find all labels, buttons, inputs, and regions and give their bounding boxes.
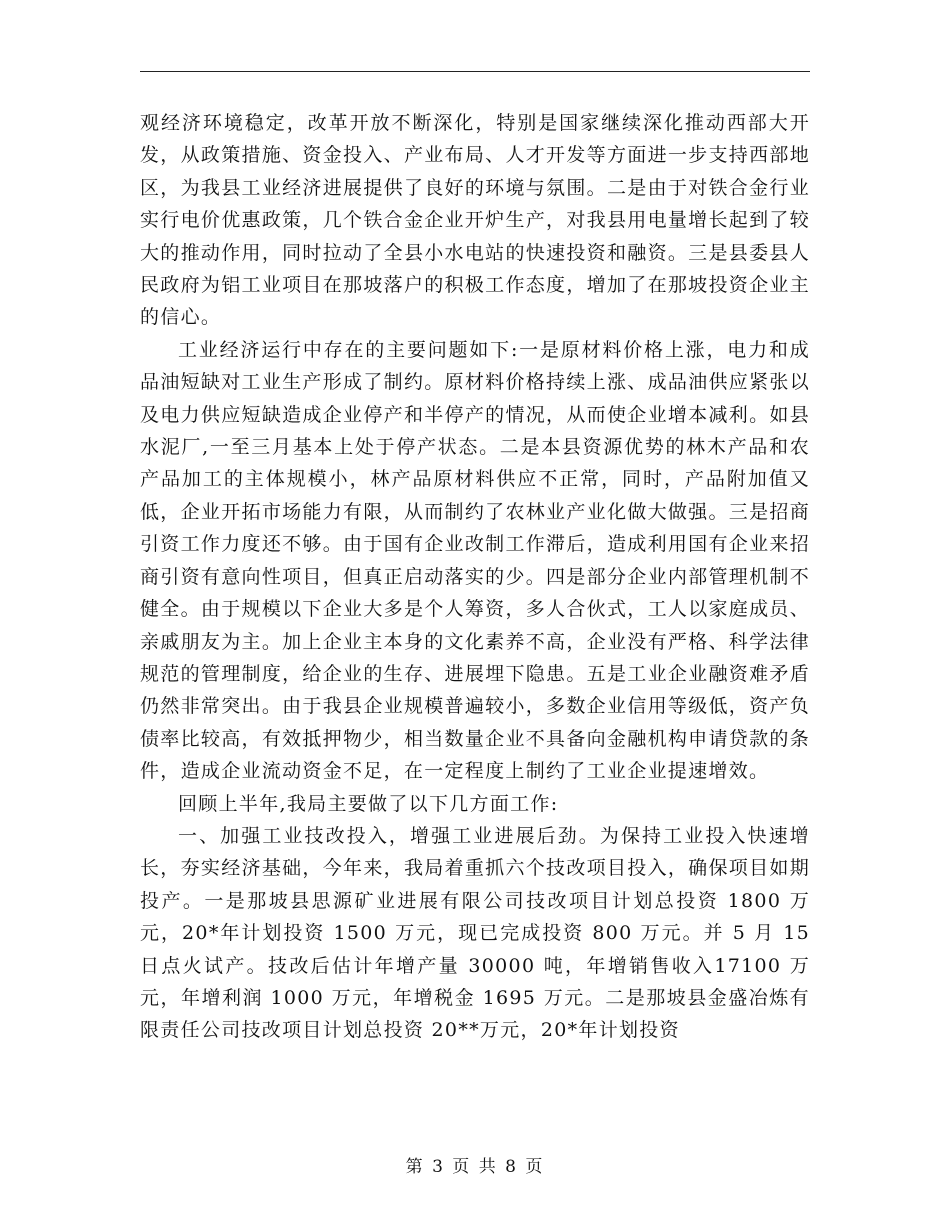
- document-body: [140, 107, 810, 1047]
- header-rule: [140, 71, 810, 72]
- page-number-footer: 第 3 页 共 8 页: [405, 1157, 545, 1177]
- paragraph-main-problems: 工业经济运行中存在的主要问题如下:一是原材料价格上涨，电力和成品油短缺对工业生产形成了制约。原材料价格持续上涨、成品油供应紧张以及电力供应短缺造成企业停产和半停产的情况，从而使企业增本减利。如县水泥厂,一至三月基本上处于停产状态。二是本县资源优势的林木产品和农产品加工的主体规模小，林产品原材料供应不正常，同时，产品附加值又低，企业开拓市场能力有限，从而制约了农林业产业化做大做强。三是招商引资工作力度还不够。由于国有企业改制工作滞后，造成利用国有企业来招商引资有意向性项目，但真正启动落实的少。四是部分企业内部管理机制不健全。由于规模以下企业大多是个人筹资，多人合伙式，工人以家庭成员、亲戚朋友为主。加上企业主本身的文化素养不高，企业没有严格、科学法律规范的管理制度，给企业的生存、进展埋下隐患。五是工业企业融资难矛盾仍然非常突出。由于我县企业规模普遍较小，多数企业信用等级低，资产负债率比较高，有效抵押物少，相当数量企业不具备向金融机构申请贷款的条件，造成企业流动资金不足，在一定程度上制约了工业企业提速增效。: [140, 338, 810, 783]
- paragraph-tech-investment: 一、加强工业技改投入，增强工业进展后劲。为保持工业投入快速增长，夯实经济基础，今年来，我局着重抓六个技改项目投入，确保项目如期投产。一是那坡县思源矿业进展有限公司技改项目计划总投资 1800 万元，20*年计划投资 1500 万元，现已完成投资 800 万元。并 5 月 15 日点火试产。技改后估计年增产量 30000 吨，年增销售收入17100 万元，年增利润 1000 万元，年增税金 1695 万元。二是那坡县金盛冶炼有限责任公司技改项目计划总投资 20**万元，20*年计划投资: [140, 824, 810, 1042]
- paragraph-review-intro: 回顾上半年,我局主要做了以下几方面工作:: [178, 792, 559, 815]
- paragraph-continuation: 观经济环境稳定，改革开放不断深化，特别是国家继续深化推动西部大开发，从政策措施、资金投入、产业布局、人才开发等方面进一步支持西部地区，为我县工业经济进展提供了良好的环境与氛围。二是由于对铁合金行业实行电价优惠政策，几个铁合金企业开炉生产，对我县用电量增长起到了较大的推动作用，同时拉动了全县小水电站的快速投资和融资。三是县委县人民政府为铝工业项目在那坡落户的积极工作态度，增加了在那坡投资企业主的信心。: [140, 112, 810, 329]
